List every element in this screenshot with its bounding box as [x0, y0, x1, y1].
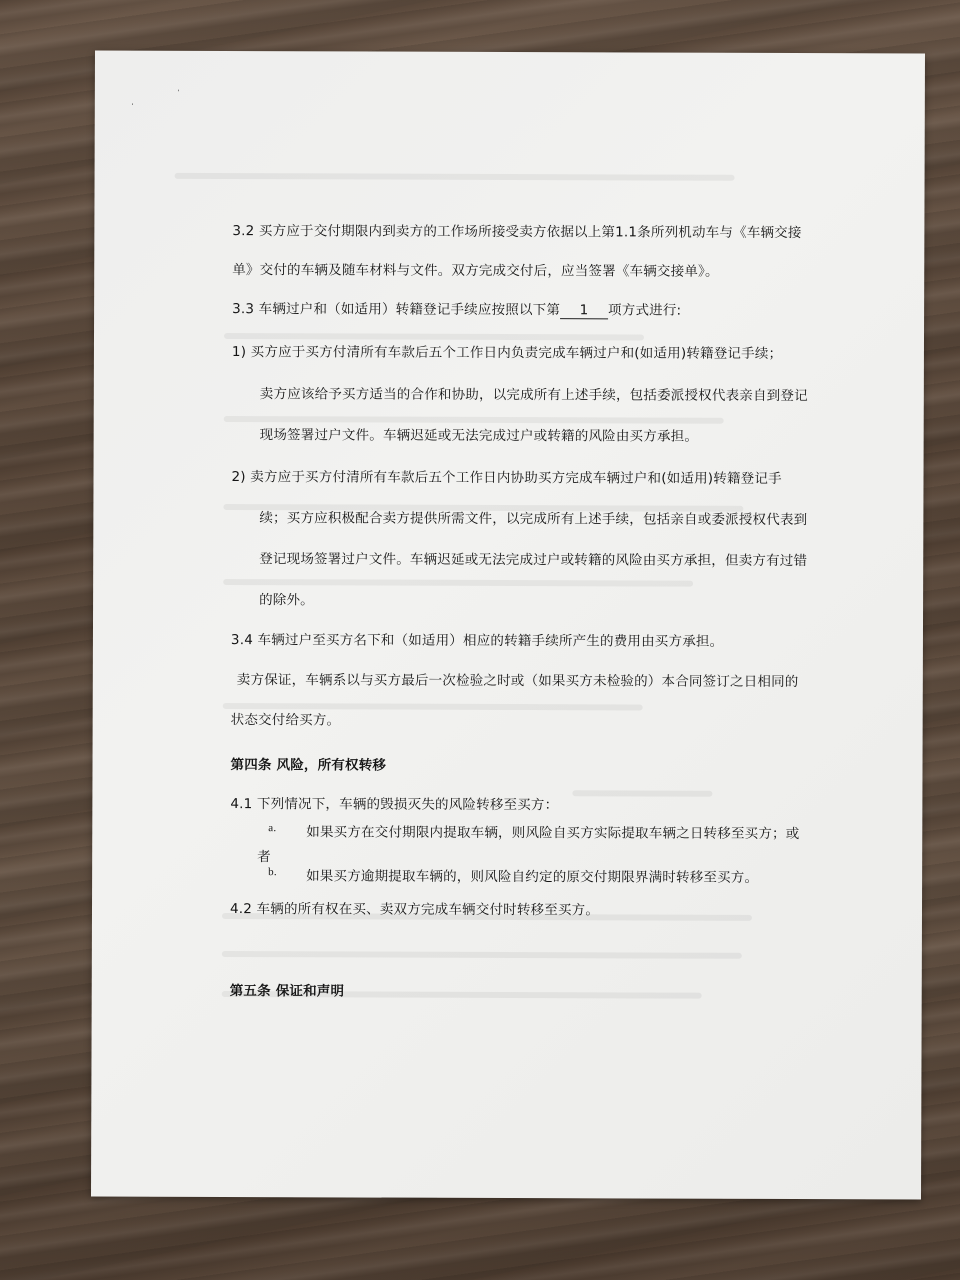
- item-a-marker: a.: [268, 822, 277, 835]
- option-1-line-2: 卖方应该给予买方适当的合作和协助，以完成所有上述手续，包括委派授权代表亲自到登记: [259, 386, 808, 405]
- bleed-through: [572, 790, 712, 796]
- item-b-marker: b.: [268, 866, 277, 879]
- clause-3-2-line-1: 3.2 买方应于交付期限内到卖方的工作场所接受卖方依据以上第1.1条所列机动车与《车辆交接: [232, 223, 802, 242]
- option-2-line-1: 2) 卖方应于买方付清所有车款后五个工作日内协助买方完成车辆过户和(如适用)转籍登记手: [231, 469, 782, 487]
- article-4-heading: 第四条 风险，所有权转移: [230, 757, 387, 774]
- item-b-line: 如果买方逾期提取车辆的，则风险自约定的原交付期限界满时转移至买方。: [306, 868, 759, 886]
- clause-3-4: 3.4 车辆过户至买方名下和（如适用）相应的转籍手续所产生的费用由买方承担。: [230, 632, 724, 650]
- item-a-line-2: 者: [257, 849, 271, 866]
- contract-page: [91, 51, 925, 1200]
- ink-mark: ˈ: [130, 102, 135, 114]
- option-1-line-3: 现场签署过户文件。车辆迟延或无法完成过户或转籍的风险由买方承担。: [259, 427, 699, 445]
- clause-4-1: 4.1 下列情况下，车辆的毁损灭失的风险转移至买方：: [230, 796, 559, 814]
- option-2-line-4: 的除外。: [259, 592, 314, 609]
- clause-4-2: 4.2 车辆的所有权在买、卖双方完成车辆交付时转移至买方。: [229, 901, 600, 919]
- ink-mark: ˈ: [176, 88, 181, 100]
- warranty-line-1: 卖方保证，车辆系以与买方最后一次检验之时或（如果买方未检验的）本合同签订之日相同的: [236, 672, 799, 691]
- item-a-line-1: 如果买方在交付期限内提取车辆，则风险自买方实际提取车辆之日转移至买方；或: [306, 824, 800, 843]
- bleed-through: [222, 951, 742, 959]
- article-5-heading: 第五条 保证和声明: [229, 983, 345, 1000]
- clause-3-3-line: [232, 297, 681, 320]
- option-2-line-2: 续；买方应积极配合卖方提供所需文件，以完成所有上述手续，包括亲自或委派授权代表到: [259, 510, 808, 529]
- option-2-line-3: 登记现场签署过户文件。车辆迟延或无法完成过户或转籍的风险由买方承担，但卖方有过错: [259, 551, 808, 570]
- clause-3-3-suffix: 项方式进行:: [608, 302, 682, 319]
- clause-3-2-line-2: 单》交付的车辆及随车材料与文件。双方完成交付后，应当签署《车辆交接单》。: [232, 262, 719, 280]
- clause-3-3-text: 3.3 车辆过户和（如适用）转籍登记手续应按照以下第: [232, 301, 561, 319]
- bleed-through: [175, 173, 735, 181]
- warranty-line-2: 状态交付给买方。: [230, 712, 341, 729]
- option-number-blank: 1: [560, 302, 608, 319]
- option-1-line-1: 1) 买方应于买方付清所有车款后五个工作日内负责完成车辆过户和(如适用)转籍登记手续；: [231, 344, 783, 362]
- bleed-through: [223, 579, 693, 587]
